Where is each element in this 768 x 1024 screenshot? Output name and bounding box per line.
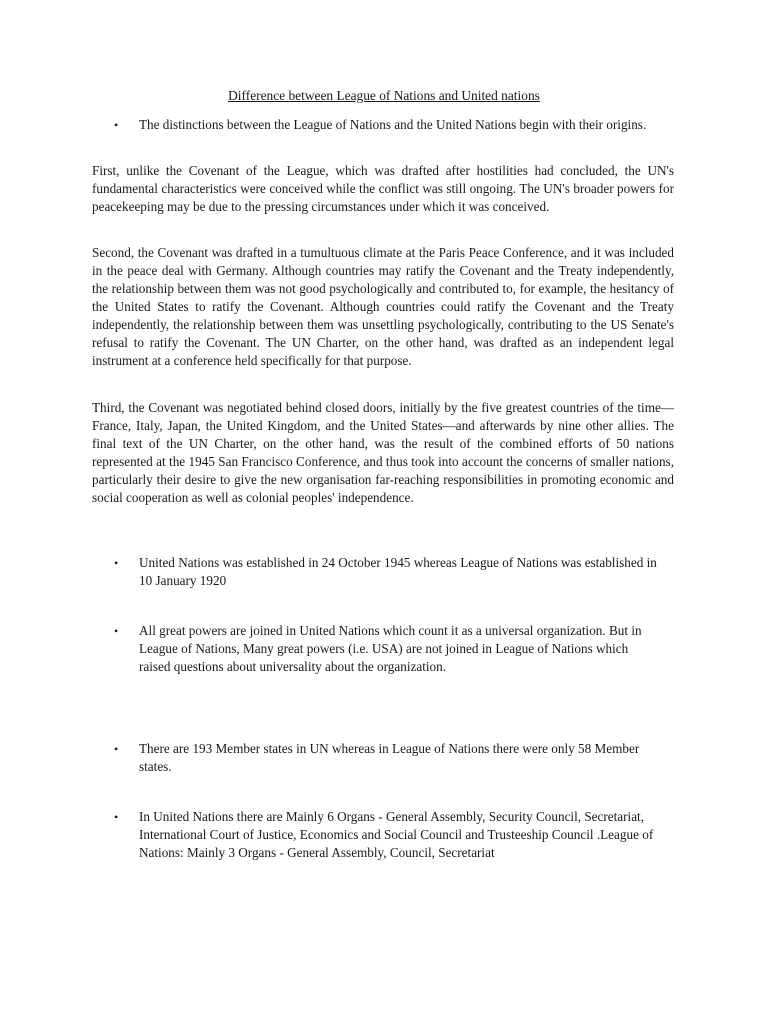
paragraph-first: First, unlike the Covenant of the League, which was drafted after hostilities had concluded, the UN's fundamental characteristics were conceived while the conflict was still ongoing. The UN's broader powers for peacekeeping may be due to the pressing circumstances under which it was conceived. [92,163,674,214]
intro-bullet-text: The distinctions between the League of Nations and the United Nations begin with their origins. [139,117,647,132]
bullet-icon: • [114,742,119,756]
point-established: United Nations was established in 24 October 1945 whereas League of Nations was established in 10 January 1920 [139,555,657,588]
point-organs: In United Nations there are Mainly 6 Organs - General Assembly, Security Council, Secretariat, International Court of Justice, Economics and Social Council and Trusteeship Council .League of Nations: Mainly 3 Organs - General Assembly, Council, Secretariat [139,809,654,860]
point-universality: All great powers are joined in United Nations which count it as a universal organization. But in League of Nations, Many great powers (i.e. USA) are not joined in League of Nations which raised questions about universality about the organization. [139,623,642,674]
bullet-icon: • [114,118,119,132]
bullet-icon: • [114,556,119,570]
page-title: Difference between League of Nations and United nations [228,88,540,103]
paragraph-second: Second, the Covenant was drafted in a tumultuous climate at the Paris Peace Conference, and it was included in the peace deal with Germany. Although countries may ratify the Covenant and the Treaty independently, the relationship between them was not good psychologically and contributed to, for example, the hesitancy of the United States to ratify the Covenant. Although countries could ratify the Covenant and the Treaty independently, the relationship between them was unsettling psychologically, contributing to the US Senate's refusal to ratify the Covenant. The UN Charter, on the other hand, was drafted as an independent legal instrument at a conference held specifically for that purpose. [92,245,674,368]
bullet-icon: • [114,810,119,824]
paragraph-third: Third, the Covenant was negotiated behind closed doors, initially by the five greatest countries of the time—France, Italy, Japan, the United Kingdom, and the United States—and afterwards by nine other allies. The final text of the UN Charter, on the other hand, was the result of the combined efforts of 50 nations represented at the 1945 San Francisco Conference, and thus took into account the concerns of smaller nations, particularly their desire to give the new organisation far-reaching responsibilities in promoting economic and social cooperation as well as colonial peoples' independence. [92,400,674,505]
bullet-icon: • [114,624,119,638]
point-member-states: There are 193 Member states in UN whereas in League of Nations there were only 58 Member states. [139,741,640,774]
